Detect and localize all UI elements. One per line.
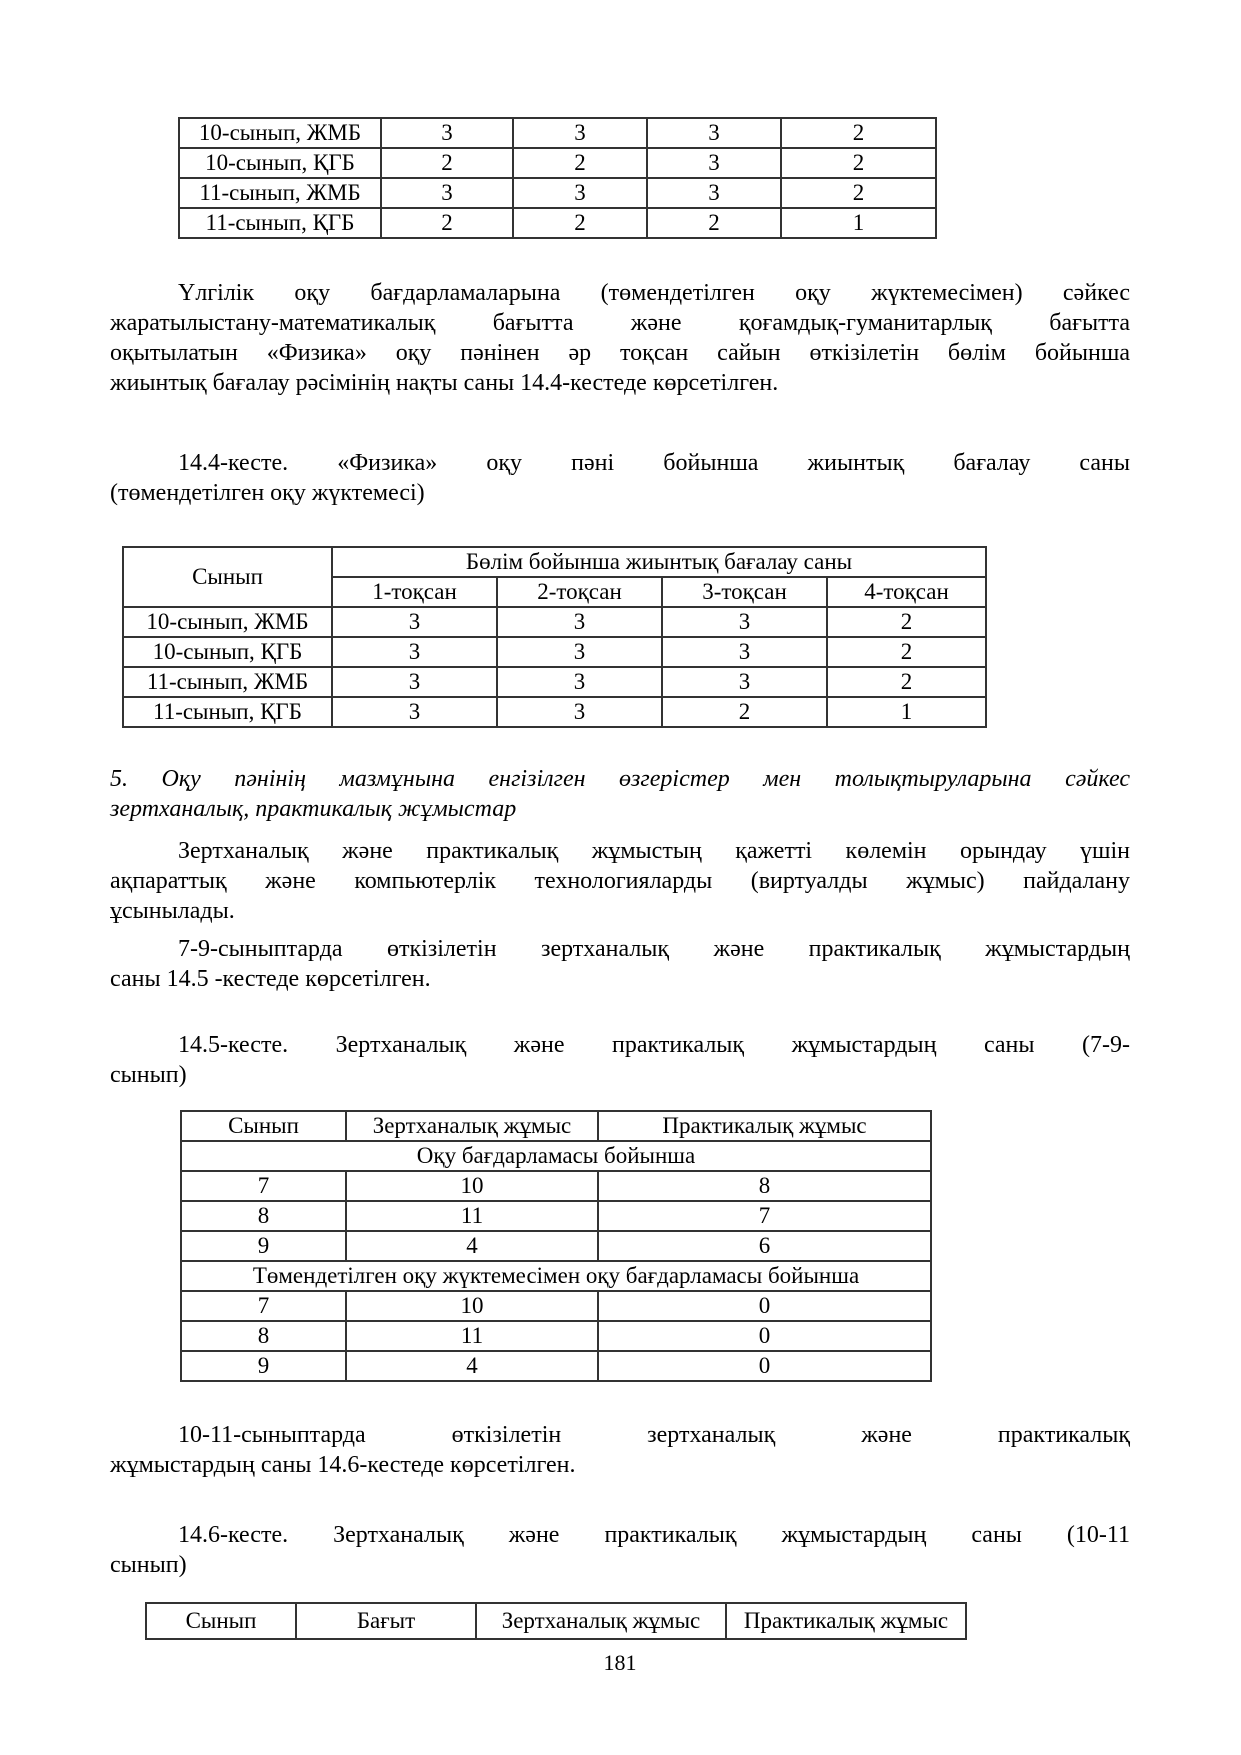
table-row [123,667,986,697]
table-cell: 2 [827,667,986,697]
table-cell-class: 11-сынып, ЖМБ [179,178,381,208]
table-section-row [181,1261,931,1291]
table-row [181,1291,931,1321]
paragraph-grades-7-9 [110,934,1130,994]
table-cell: 4 [346,1231,598,1261]
text-line: жиынтық бағалау рәсімінің нақты саны 14.4-кестеде көрсетілген. [110,370,779,396]
table-header-quarter: 2-тоқсан [497,577,662,607]
table-cell-class: 10-сынып, ҚГБ [179,148,381,178]
table-cell-class: 11-сынып, ҚГБ [179,208,381,238]
table-cell-class: 10-сынып, ЖМБ [123,607,332,637]
table-header-practical: Практикалық жұмыс [598,1111,931,1141]
table-14-6 [145,1602,967,1640]
table-row [123,607,986,637]
table-cell: 3 [662,637,827,667]
table-header-direction: Бағыт [296,1603,476,1639]
table-cell: 3 [381,118,513,148]
table-row [123,637,986,667]
text-line: 14.5-кесте. Зертханалық және практикалық жұмыстардың саны (7-9- [178,1032,1130,1058]
table-row [181,1171,931,1201]
text-line: Үлгілік оқу бағдарламаларына (төмендетілген оқу жүктемесімен) сәйкес [178,280,1130,306]
table-cell: 2 [381,208,513,238]
table-header-quarter: 3-тоқсан [662,577,827,607]
table-row [181,1231,931,1261]
table-continuation-quarters [178,117,937,239]
page-number: 181 [603,1650,637,1675]
table-row [181,1351,931,1381]
table-cell: 2 [827,637,986,667]
table-cell: 0 [598,1291,931,1321]
table-cell: 3 [662,607,827,637]
paragraph-grades-10-11 [110,1420,1130,1480]
table-row [179,148,936,178]
table-cell: 2 [513,148,647,178]
section-5-heading [110,764,1130,824]
table-cell: 3 [497,637,662,667]
table-cell: 10 [346,1171,598,1201]
text-line: саны 14.5 -кестеде көрсетілген. [110,966,431,992]
table-row [123,697,986,727]
table-cell: 4 [346,1351,598,1381]
table-cell: 2 [662,697,827,727]
table-cell: 11 [346,1321,598,1351]
table-cell-class: 8 [181,1321,346,1351]
table-cell: 2 [827,607,986,637]
table-cell: 3 [332,607,497,637]
table-cell: 1 [781,208,936,238]
table-section-label: Төмендетілген оқу жүктемесімен оқу бағдарламасы бойынша [181,1261,931,1291]
table-row [179,208,936,238]
text-line: 14.4-кесте. «Физика» оқу пәні бойынша жиынтық бағалау саны [178,450,1130,476]
table-cell-class: 10-сынып, ЖМБ [179,118,381,148]
text-line: Зертханалық және практикалық жұмыстың қажетті көлемін орындау үшін [178,838,1130,864]
table-cell: 2 [381,148,513,178]
text-line: ақпараттық және компьютерлік технологияларды (виртуалды жұмыс) пайдалану [110,868,1130,894]
text-line: зертханалық, практикалық жұмыстар [110,796,517,822]
table-header-class: Сынып [181,1111,346,1141]
table-cell: 3 [332,697,497,727]
table-caption-14-5 [110,1030,1130,1090]
text-line: сынып) [110,1552,187,1578]
table-cell-class: 10-сынып, ҚГБ [123,637,332,667]
table-cell-class: 9 [181,1351,346,1381]
table-cell: 2 [513,208,647,238]
table-cell: 10 [346,1291,598,1321]
table-header-lab: Зертханалық жұмыс [476,1603,726,1639]
table-cell: 7 [598,1201,931,1231]
table-row [179,118,936,148]
text-line: 7-9-сыныптарда өткізілетін зертханалық және практикалық жұмыстардың [178,936,1130,962]
table-cell: 3 [647,178,781,208]
table-cell: 3 [497,667,662,697]
table-cell: 0 [598,1351,931,1381]
table-cell: 11 [346,1201,598,1231]
table-header-quarter: 1-тоқсан [332,577,497,607]
table-header-class: Сынып [123,547,332,607]
table-header-practical: Практикалық жұмыс [726,1603,966,1639]
table-cell: 3 [513,118,647,148]
text-line: оқытылатын «Физика» оқу пәнінен әр тоқсан сайын өткізілетін бөлім бойынша [110,340,1130,366]
table-cell: 3 [513,178,647,208]
table-header-class: Сынып [146,1603,296,1639]
page-content [110,117,1130,1676]
table-header-group: Бөлім бойынша жиынтық бағалау саны [332,547,986,577]
table-header-row [146,1603,966,1639]
table-cell-class: 8 [181,1201,346,1231]
paragraph-intro [110,278,1130,398]
text-line: жаратылыстану-математикалық бағытта және қоғамдық-гуманитарлық бағытта [110,310,1130,336]
table-cell-class: 7 [181,1291,346,1321]
table-row [181,1201,931,1231]
table-cell: 1 [827,697,986,727]
text-line: сынып) [110,1062,187,1088]
table-cell: 3 [497,697,662,727]
table-cell-class: 11-сынып, ҚГБ [123,697,332,727]
table-header-row [123,547,986,577]
table-cell: 6 [598,1231,931,1261]
text-line: 5. Оқу пәнінің мазмұнына енгізілген өзгерістер мен толықтыруларына сәйкес [110,766,1130,792]
table-cell: 0 [598,1321,931,1351]
table-cell: 3 [332,637,497,667]
table-cell-class: 11-сынып, ЖМБ [123,667,332,697]
table-cell: 3 [647,148,781,178]
table-cell: 2 [781,148,936,178]
table-caption-14-4 [110,448,1130,508]
text-line: 14.6-кесте. Зертханалық және практикалық жұмыстардың саны (10-11 [178,1522,1130,1548]
table-cell: 8 [598,1171,931,1201]
table-cell: 2 [781,178,936,208]
text-line: ұсынылады. [110,898,235,924]
table-cell-class: 9 [181,1231,346,1261]
text-line: 10-11-сыныптарда өткізілетін зертханалық және практикалық [178,1422,1130,1448]
table-14-5 [180,1110,932,1382]
table-14-4 [122,546,987,728]
table-cell: 3 [381,178,513,208]
paragraph-virtual-works [110,836,1130,926]
table-header-quarter: 4-тоқсан [827,577,986,607]
table-cell: 3 [647,118,781,148]
table-header-lab: Зертханалық жұмыс [346,1111,598,1141]
table-header-row [181,1111,931,1141]
table-cell: 3 [662,667,827,697]
table-cell: 2 [781,118,936,148]
table-cell-class: 7 [181,1171,346,1201]
table-section-label: Оқу бағдарламасы бойынша [181,1141,931,1171]
table-cell: 3 [332,667,497,697]
table-section-row [181,1141,931,1171]
table-row [181,1321,931,1351]
table-caption-14-6 [110,1520,1130,1580]
table-row [179,178,936,208]
text-line: (төмендетілген оқу жүктемесі) [110,480,425,506]
table-cell: 3 [497,607,662,637]
text-line: жұмыстардың саны 14.6-кестеде көрсетілген. [110,1452,576,1478]
table-cell: 2 [647,208,781,238]
